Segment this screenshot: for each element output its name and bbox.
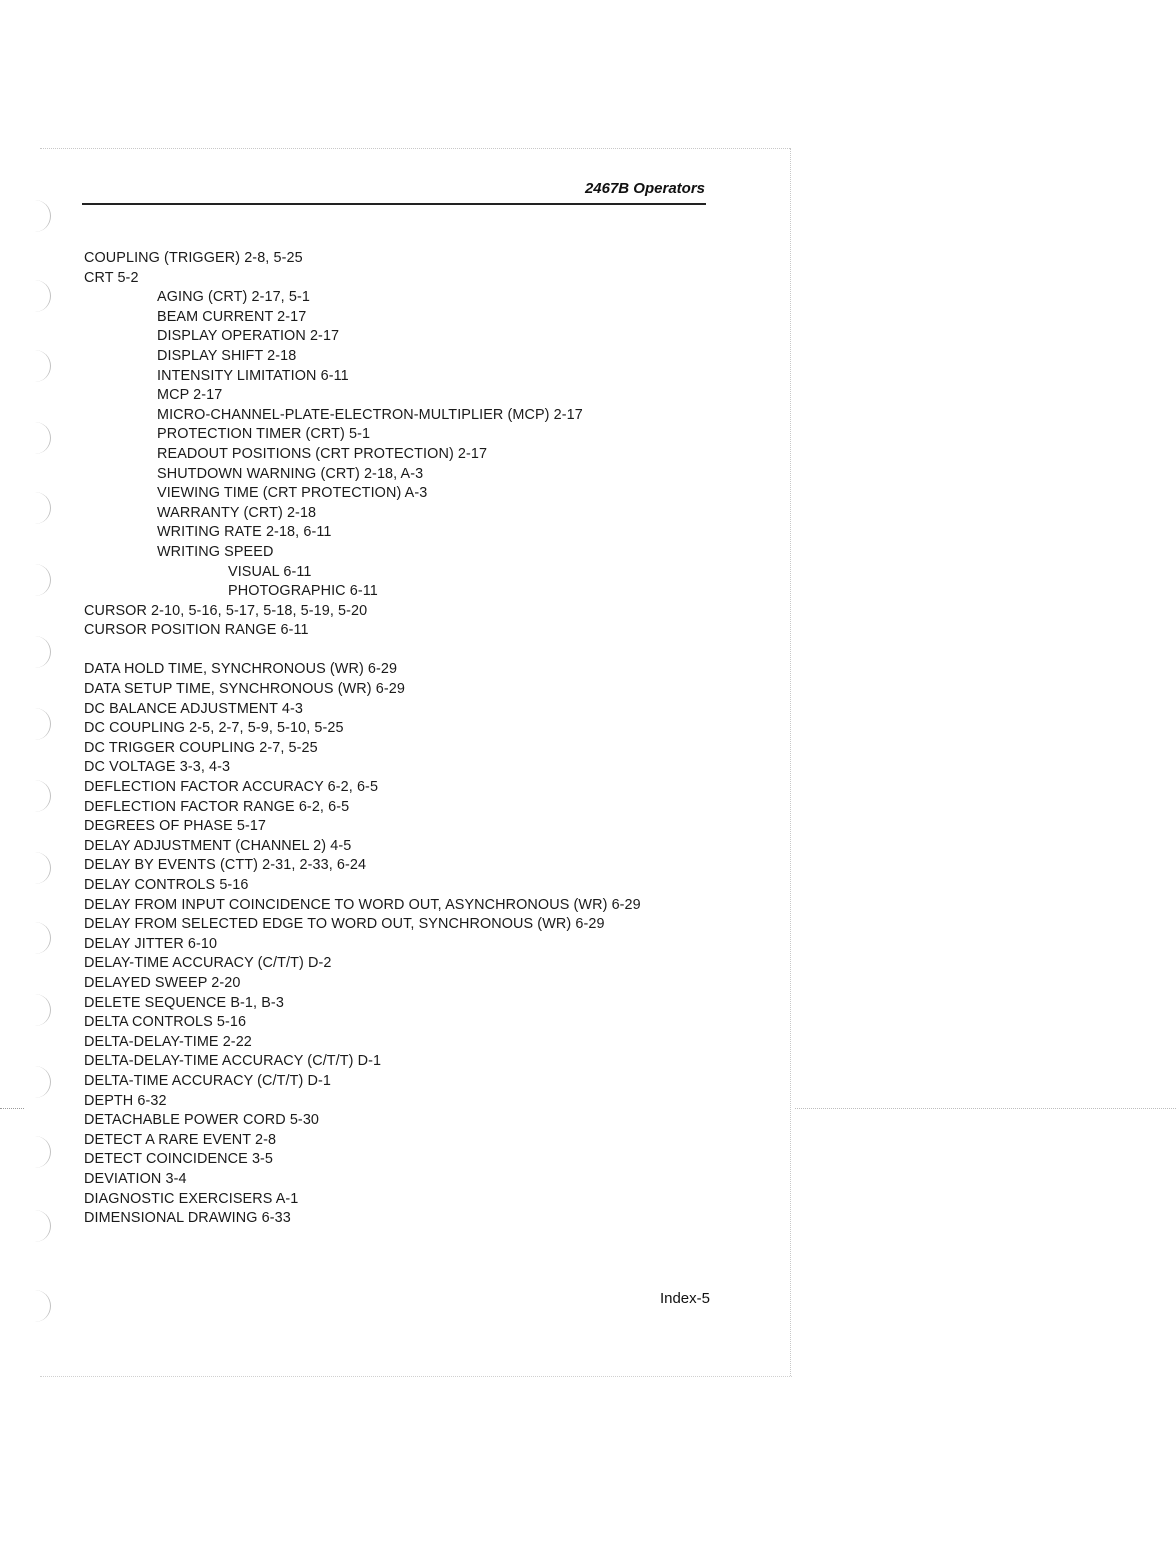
index-entry: DIMENSIONAL DRAWING 6-33	[84, 1210, 291, 1227]
index-subentry: READOUT POSITIONS (CRT PROTECTION) 2-17	[157, 445, 488, 462]
index-subentry: WRITING SPEED	[157, 543, 274, 560]
index-entry: DELTA-DELAY-TIME ACCURACY (C/T/T) D-1	[84, 1053, 382, 1070]
index-subentry: WRITING RATE 2-18, 6-11	[157, 524, 332, 541]
index-entry: DELTA-TIME ACCURACY (C/T/T) D-1	[84, 1072, 331, 1089]
index-entry: DEFLECTION FACTOR ACCURACY 6-2, 6-5	[84, 779, 379, 796]
binder-hole	[34, 200, 51, 232]
binder-hole	[34, 564, 51, 596]
index-section-gap	[84, 641, 641, 661]
binder-hole	[34, 280, 51, 312]
binder-hole	[34, 1290, 51, 1322]
index-entry: DELAY FROM SELECTED EDGE TO WORD OUT, SYNCHRONOUS (WR) 6-29	[84, 916, 605, 933]
index-entry: DETACHABLE POWER CORD 5-30	[84, 1112, 320, 1129]
index-entry: DEPTH 6-32	[84, 1092, 167, 1109]
index-entry: DC COUPLING 2-5, 2-7, 5-9, 5-10, 5-25	[84, 720, 344, 737]
index-subentry: VISUAL 6-11	[228, 563, 312, 580]
index-subentry: BEAM CURRENT 2-17	[157, 308, 307, 325]
page-number: Index-5	[659, 1290, 710, 1307]
binder-holes	[34, 200, 64, 1330]
index-entry: DEFLECTION FACTOR RANGE 6-2, 6-5	[84, 798, 350, 815]
binder-hole	[34, 994, 51, 1026]
index-entry: DEGREES OF PHASE 5-17	[84, 818, 267, 835]
index-entry: DELAY-TIME ACCURACY (C/T/T) D-2	[84, 955, 332, 972]
index-entry: CRT 5-2	[84, 269, 139, 286]
index-subentry: DISPLAY OPERATION 2-17	[157, 328, 340, 345]
index-subentry: PHOTOGRAPHIC 6-11	[228, 583, 378, 600]
index-entry: DC BALANCE ADJUSTMENT 4-3	[84, 700, 303, 717]
scan-mark-right	[795, 1108, 1176, 1109]
binder-hole	[34, 350, 51, 382]
binder-hole	[34, 922, 51, 954]
index-entry: DETECT COINCIDENCE 3-5	[84, 1151, 274, 1168]
index-entry: DELAY FROM INPUT COINCIDENCE TO WORD OUT, ASYNCHRONOUS (WR) 6-29	[84, 896, 641, 913]
binder-hole	[34, 636, 51, 668]
binder-hole	[34, 1066, 51, 1098]
index-entry: DELAY ADJUSTMENT (CHANNEL 2) 4-5	[84, 837, 352, 854]
index-subentry: VIEWING TIME (CRT PROTECTION) A-3	[157, 485, 428, 502]
page-frame-right-edge	[790, 148, 791, 1376]
index-entry: CURSOR POSITION RANGE 6-11	[84, 622, 309, 639]
index-subentry: AGING (CRT) 2-17, 5-1	[157, 289, 310, 306]
index-entry: COUPLING (TRIGGER) 2-8, 5-25	[84, 250, 303, 266]
index-entry: DEVIATION 3-4	[84, 1170, 187, 1187]
index-entry: DELTA CONTROLS 5-16	[84, 1014, 247, 1031]
index-entry: DATA SETUP TIME, SYNCHRONOUS (WR) 6-29	[84, 681, 405, 698]
index-entry: DELAY CONTROLS 5-16	[84, 877, 249, 893]
index-entry: DC TRIGGER COUPLING 2-7, 5-25	[84, 739, 318, 756]
index-entry: DC VOLTAGE 3-3, 4-3	[84, 759, 231, 776]
page-frame-bottom-edge	[40, 1376, 792, 1377]
binder-hole	[34, 492, 51, 524]
binder-hole	[34, 780, 51, 812]
index-entry: DIAGNOSTIC EXERCISERS A-1	[84, 1190, 299, 1207]
index-subentry: SHUTDOWN WARNING (CRT) 2-18, A-3	[157, 465, 424, 482]
index-entry-list	[84, 249, 641, 1229]
index-subentry: MCP 2-17	[157, 387, 223, 404]
index-entry: CURSOR 2-10, 5-16, 5-17, 5-18, 5-19, 5-20	[84, 602, 368, 619]
running-header-title: 2467B Operators	[584, 180, 705, 197]
index-subentry: MICRO-CHANNEL-PLATE-ELECTRON-MULTIPLIER (MCP) 2-17	[157, 406, 583, 423]
binder-hole	[34, 1136, 51, 1168]
page-frame-top-edge	[40, 148, 790, 149]
index-entry: DELAY BY EVENTS (CTT) 2-31, 2-33, 6-24	[84, 857, 367, 874]
header-rule	[82, 203, 706, 205]
index-subentry: PROTECTION TIMER (CRT) 5-1	[157, 426, 371, 443]
index-entry: DELAY JITTER 6-10	[84, 935, 218, 952]
index-entry: DATA HOLD TIME, SYNCHRONOUS (WR) 6-29	[84, 661, 398, 678]
index-entry: DETECT A RARE EVENT 2-8	[84, 1131, 277, 1148]
binder-hole	[34, 708, 51, 740]
index-subentry: WARRANTY (CRT) 2-18	[157, 504, 317, 521]
index-entry: DELETE SEQUENCE B-1, B-3	[84, 994, 284, 1011]
binder-hole	[34, 1210, 51, 1242]
index-subentry: DISPLAY SHIFT 2-18	[157, 347, 297, 364]
scan-mark-left	[0, 1108, 24, 1109]
index-entry: DELAYED SWEEP 2-20	[84, 974, 241, 991]
binder-hole	[34, 422, 51, 454]
index-subentry: INTENSITY LIMITATION 6-11	[157, 367, 349, 384]
index-entry: DELTA-DELAY-TIME 2-22	[84, 1033, 252, 1050]
binder-hole	[34, 852, 51, 884]
